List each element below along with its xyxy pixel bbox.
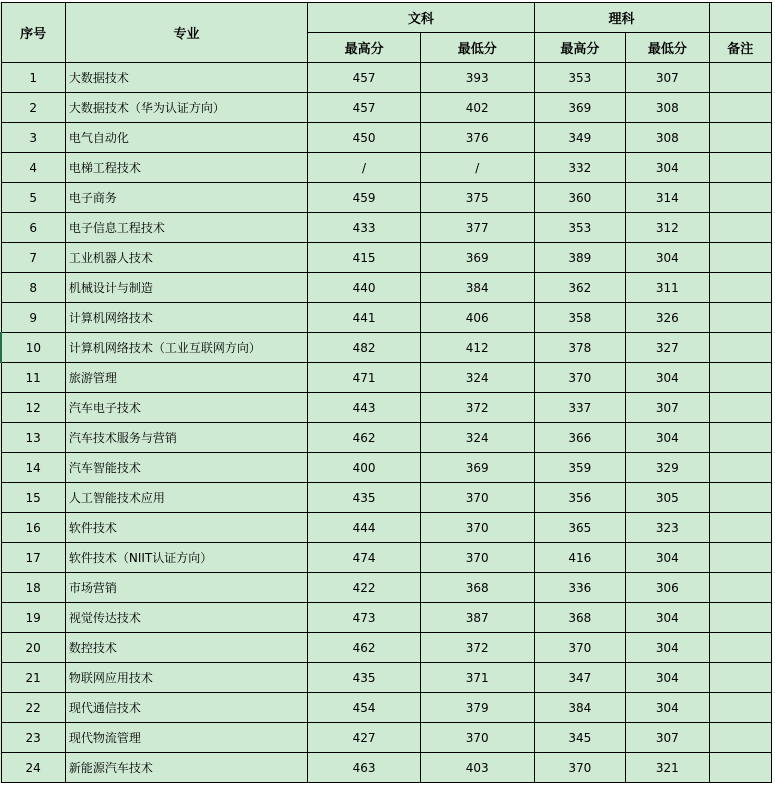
row-li-max-cell[interactable]: 378 bbox=[534, 333, 626, 363]
row-note-cell[interactable] bbox=[709, 393, 771, 423]
row-note-cell[interactable] bbox=[709, 303, 771, 333]
row-wen-min-cell[interactable]: 375 bbox=[420, 183, 534, 213]
row-major-cell[interactable]: 汽车智能技术 bbox=[65, 453, 307, 483]
row-index-cell[interactable]: 14 bbox=[1, 453, 65, 483]
row-li-max-cell[interactable]: 416 bbox=[534, 543, 626, 573]
row-index-cell[interactable]: 16 bbox=[1, 513, 65, 543]
row-index-cell[interactable]: 23 bbox=[1, 723, 65, 753]
row-index-cell[interactable]: 19 bbox=[1, 603, 65, 633]
row-wen-min-cell[interactable]: 369 bbox=[420, 453, 534, 483]
row-wen-min-cell[interactable]: 376 bbox=[420, 123, 534, 153]
row-index-cell[interactable]: 3 bbox=[1, 123, 65, 153]
row-li-max-cell[interactable]: 384 bbox=[534, 693, 626, 723]
table-row[interactable] bbox=[1, 633, 772, 663]
row-index-cell[interactable]: 18 bbox=[1, 573, 65, 603]
row-li-max-cell[interactable]: 356 bbox=[534, 483, 626, 513]
header-wen-max[interactable]: 最高分 bbox=[308, 33, 421, 63]
row-li-max-cell[interactable]: 368 bbox=[534, 603, 626, 633]
row-li-max-cell[interactable]: 358 bbox=[534, 303, 626, 333]
row-major-cell[interactable]: 电子信息工程技术 bbox=[65, 213, 307, 243]
table-row[interactable] bbox=[1, 663, 772, 693]
row-index-cell[interactable]: 24 bbox=[1, 753, 65, 783]
row-li-min-cell[interactable]: 312 bbox=[626, 213, 709, 243]
table-row[interactable] bbox=[1, 93, 772, 123]
header-note-top[interactable] bbox=[709, 3, 771, 33]
row-wen-min-cell[interactable]: 412 bbox=[420, 333, 534, 363]
row-note-cell[interactable] bbox=[709, 123, 771, 153]
row-li-max-cell[interactable]: 370 bbox=[534, 633, 626, 663]
table-row[interactable] bbox=[1, 513, 772, 543]
table-row[interactable] bbox=[1, 723, 772, 753]
row-wen-min-cell[interactable]: 324 bbox=[420, 423, 534, 453]
row-major-cell[interactable]: 市场营销 bbox=[65, 573, 307, 603]
row-wen-min-cell[interactable]: 324 bbox=[420, 363, 534, 393]
row-li-min-cell[interactable]: 314 bbox=[626, 183, 709, 213]
row-index-cell[interactable]: 7 bbox=[1, 243, 65, 273]
header-group-wen[interactable]: 文科 bbox=[308, 3, 534, 33]
row-li-max-cell[interactable]: 389 bbox=[534, 243, 626, 273]
row-note-cell[interactable] bbox=[709, 633, 771, 663]
row-index-cell[interactable]: 11 bbox=[1, 363, 65, 393]
row-li-max-cell[interactable]: 360 bbox=[534, 183, 626, 213]
row-wen-max-cell[interactable]: 435 bbox=[308, 483, 421, 513]
row-note-cell[interactable] bbox=[709, 693, 771, 723]
row-note-cell[interactable] bbox=[709, 573, 771, 603]
table-row[interactable] bbox=[1, 453, 772, 483]
table-row[interactable] bbox=[1, 243, 772, 273]
row-wen-min-cell[interactable]: 377 bbox=[420, 213, 534, 243]
row-wen-min-cell[interactable]: 393 bbox=[420, 63, 534, 93]
row-li-min-cell[interactable]: 304 bbox=[626, 603, 709, 633]
table-row[interactable] bbox=[1, 483, 772, 513]
row-major-cell[interactable]: 工业机器人技术 bbox=[65, 243, 307, 273]
score-table bbox=[0, 2, 772, 783]
table-row[interactable] bbox=[1, 543, 772, 573]
row-wen-max-cell[interactable]: / bbox=[308, 153, 421, 183]
row-wen-max-cell[interactable]: 443 bbox=[308, 393, 421, 423]
row-major-cell[interactable]: 大数据技术（华为认证方向） bbox=[65, 93, 307, 123]
row-li-min-cell[interactable]: 304 bbox=[626, 243, 709, 273]
row-note-cell[interactable] bbox=[709, 603, 771, 633]
row-wen-max-cell[interactable]: 459 bbox=[308, 183, 421, 213]
row-wen-max-cell[interactable]: 422 bbox=[308, 573, 421, 603]
row-note-cell[interactable] bbox=[709, 663, 771, 693]
row-wen-min-cell[interactable]: 371 bbox=[420, 663, 534, 693]
row-major-cell[interactable]: 软件技术（NIIT认证方向） bbox=[65, 543, 307, 573]
header-li-min[interactable]: 最低分 bbox=[626, 33, 709, 63]
header-wen-min[interactable]: 最低分 bbox=[420, 33, 534, 63]
row-li-max-cell[interactable]: 337 bbox=[534, 393, 626, 423]
row-note-cell[interactable] bbox=[709, 363, 771, 393]
row-index-cell[interactable]: 22 bbox=[1, 693, 65, 723]
row-index-cell[interactable]: 17 bbox=[1, 543, 65, 573]
row-major-cell[interactable]: 旅游管理 bbox=[65, 363, 307, 393]
row-note-cell[interactable] bbox=[709, 543, 771, 573]
row-wen-max-cell[interactable]: 400 bbox=[308, 453, 421, 483]
row-index-cell[interactable]: 5 bbox=[1, 183, 65, 213]
row-major-cell[interactable]: 电子商务 bbox=[65, 183, 307, 213]
row-wen-min-cell[interactable]: 379 bbox=[420, 693, 534, 723]
row-wen-max-cell[interactable]: 482 bbox=[308, 333, 421, 363]
row-major-cell[interactable]: 新能源汽车技术 bbox=[65, 753, 307, 783]
row-index-cell[interactable]: 13 bbox=[1, 423, 65, 453]
row-li-max-cell[interactable]: 349 bbox=[534, 123, 626, 153]
row-major-cell[interactable]: 软件技术 bbox=[65, 513, 307, 543]
row-major-cell[interactable]: 汽车技术服务与营销 bbox=[65, 423, 307, 453]
row-wen-max-cell[interactable]: 457 bbox=[308, 63, 421, 93]
row-li-max-cell[interactable]: 370 bbox=[534, 363, 626, 393]
header-major[interactable]: 专业 bbox=[65, 3, 307, 63]
row-wen-max-cell[interactable]: 415 bbox=[308, 243, 421, 273]
row-note-cell[interactable] bbox=[709, 273, 771, 303]
row-major-cell[interactable]: 机械设计与制造 bbox=[65, 273, 307, 303]
row-note-cell[interactable] bbox=[709, 333, 771, 363]
row-li-min-cell[interactable]: 304 bbox=[626, 363, 709, 393]
row-wen-max-cell[interactable]: 441 bbox=[308, 303, 421, 333]
row-major-cell[interactable]: 数控技术 bbox=[65, 633, 307, 663]
header-note[interactable]: 备注 bbox=[709, 33, 771, 63]
table-row[interactable] bbox=[1, 63, 772, 93]
row-li-min-cell[interactable]: 307 bbox=[626, 723, 709, 753]
row-wen-min-cell[interactable]: 406 bbox=[420, 303, 534, 333]
table-row[interactable] bbox=[1, 393, 772, 423]
row-index-cell[interactable]: 15 bbox=[1, 483, 65, 513]
row-wen-max-cell[interactable]: 471 bbox=[308, 363, 421, 393]
table-body bbox=[1, 63, 772, 783]
row-note-cell[interactable] bbox=[709, 183, 771, 213]
row-li-max-cell[interactable]: 353 bbox=[534, 63, 626, 93]
table-row[interactable] bbox=[1, 693, 772, 723]
table-row[interactable] bbox=[1, 183, 772, 213]
row-wen-min-cell[interactable]: 370 bbox=[420, 543, 534, 573]
row-index-cell[interactable]: 8 bbox=[1, 273, 65, 303]
row-wen-max-cell[interactable]: 433 bbox=[308, 213, 421, 243]
row-note-cell[interactable] bbox=[709, 723, 771, 753]
row-wen-min-cell[interactable]: 387 bbox=[420, 603, 534, 633]
row-li-min-cell[interactable]: 304 bbox=[626, 693, 709, 723]
row-index-cell[interactable]: 10 bbox=[1, 333, 65, 363]
row-li-min-cell[interactable]: 304 bbox=[626, 543, 709, 573]
row-index-cell[interactable]: 4 bbox=[1, 153, 65, 183]
row-wen-max-cell[interactable]: 440 bbox=[308, 273, 421, 303]
row-li-min-cell[interactable]: 323 bbox=[626, 513, 709, 543]
row-wen-min-cell[interactable]: 368 bbox=[420, 573, 534, 603]
row-note-cell[interactable] bbox=[709, 753, 771, 783]
row-major-cell[interactable]: 电梯工程技术 bbox=[65, 153, 307, 183]
row-note-cell[interactable] bbox=[709, 483, 771, 513]
row-note-cell[interactable] bbox=[709, 63, 771, 93]
row-index-cell[interactable]: 6 bbox=[1, 213, 65, 243]
row-wen-max-cell[interactable]: 444 bbox=[308, 513, 421, 543]
table-row[interactable] bbox=[1, 123, 772, 153]
row-major-cell[interactable]: 电气自动化 bbox=[65, 123, 307, 153]
row-note-cell[interactable] bbox=[709, 243, 771, 273]
table-row[interactable] bbox=[1, 153, 772, 183]
row-index-cell[interactable]: 12 bbox=[1, 393, 65, 423]
row-wen-min-cell[interactable]: 369 bbox=[420, 243, 534, 273]
row-wen-min-cell[interactable]: 384 bbox=[420, 273, 534, 303]
row-li-min-cell[interactable]: 305 bbox=[626, 483, 709, 513]
row-wen-min-cell[interactable]: 372 bbox=[420, 633, 534, 663]
row-li-max-cell[interactable]: 366 bbox=[534, 423, 626, 453]
row-wen-min-cell[interactable]: 402 bbox=[420, 93, 534, 123]
row-major-cell[interactable]: 人工智能技术应用 bbox=[65, 483, 307, 513]
row-note-cell[interactable] bbox=[709, 513, 771, 543]
row-li-max-cell[interactable]: 347 bbox=[534, 663, 626, 693]
row-wen-min-cell[interactable]: 370 bbox=[420, 513, 534, 543]
row-li-min-cell[interactable]: 311 bbox=[626, 273, 709, 303]
table-row[interactable] bbox=[1, 303, 772, 333]
row-li-max-cell[interactable]: 353 bbox=[534, 213, 626, 243]
header-index[interactable]: 序号 bbox=[1, 3, 65, 63]
row-wen-min-cell[interactable]: 372 bbox=[420, 393, 534, 423]
row-li-min-cell[interactable]: 307 bbox=[626, 393, 709, 423]
row-wen-max-cell[interactable]: 450 bbox=[308, 123, 421, 153]
row-index-cell[interactable]: 9 bbox=[1, 303, 65, 333]
row-wen-max-cell[interactable]: 454 bbox=[308, 693, 421, 723]
row-li-max-cell[interactable]: 369 bbox=[534, 93, 626, 123]
row-major-cell[interactable]: 现代物流管理 bbox=[65, 723, 307, 753]
table-row[interactable] bbox=[1, 333, 772, 363]
table-row[interactable] bbox=[1, 753, 772, 783]
row-wen-min-cell[interactable]: / bbox=[420, 153, 534, 183]
row-wen-max-cell[interactable]: 463 bbox=[308, 753, 421, 783]
header-group-li[interactable]: 理科 bbox=[534, 3, 709, 33]
header-li-max[interactable]: 最高分 bbox=[534, 33, 626, 63]
row-li-min-cell[interactable]: 307 bbox=[626, 63, 709, 93]
row-li-max-cell[interactable]: 332 bbox=[534, 153, 626, 183]
table-row[interactable] bbox=[1, 273, 772, 303]
row-li-max-cell[interactable]: 336 bbox=[534, 573, 626, 603]
row-note-cell[interactable] bbox=[709, 213, 771, 243]
row-major-cell[interactable]: 汽车电子技术 bbox=[65, 393, 307, 423]
row-index-cell[interactable]: 21 bbox=[1, 663, 65, 693]
table-row[interactable] bbox=[1, 573, 772, 603]
row-wen-max-cell[interactable]: 427 bbox=[308, 723, 421, 753]
row-li-max-cell[interactable]: 370 bbox=[534, 753, 626, 783]
row-li-min-cell[interactable]: 327 bbox=[626, 333, 709, 363]
table-row[interactable] bbox=[1, 213, 772, 243]
table-row[interactable] bbox=[1, 363, 772, 393]
row-li-min-cell[interactable]: 321 bbox=[626, 753, 709, 783]
row-wen-max-cell[interactable]: 462 bbox=[308, 633, 421, 663]
row-li-min-cell[interactable]: 306 bbox=[626, 573, 709, 603]
table-row[interactable] bbox=[1, 423, 772, 453]
row-note-cell[interactable] bbox=[709, 423, 771, 453]
row-index-cell[interactable]: 2 bbox=[1, 93, 65, 123]
row-li-min-cell[interactable]: 326 bbox=[626, 303, 709, 333]
row-li-max-cell[interactable]: 345 bbox=[534, 723, 626, 753]
row-major-cell[interactable]: 现代通信技术 bbox=[65, 693, 307, 723]
table-row[interactable] bbox=[1, 603, 772, 633]
row-note-cell[interactable] bbox=[709, 453, 771, 483]
row-li-min-cell[interactable]: 304 bbox=[626, 423, 709, 453]
row-wen-max-cell[interactable]: 457 bbox=[308, 93, 421, 123]
row-wen-max-cell[interactable]: 435 bbox=[308, 663, 421, 693]
row-li-max-cell[interactable]: 359 bbox=[534, 453, 626, 483]
row-li-min-cell[interactable]: 308 bbox=[626, 93, 709, 123]
row-wen-max-cell[interactable]: 474 bbox=[308, 543, 421, 573]
row-wen-min-cell[interactable]: 370 bbox=[420, 723, 534, 753]
row-li-min-cell[interactable]: 329 bbox=[626, 453, 709, 483]
row-li-min-cell[interactable]: 304 bbox=[626, 153, 709, 183]
row-wen-min-cell[interactable]: 370 bbox=[420, 483, 534, 513]
row-major-cell[interactable]: 计算机网络技术（工业互联网方向） bbox=[65, 333, 307, 363]
row-major-cell[interactable]: 物联网应用技术 bbox=[65, 663, 307, 693]
row-li-min-cell[interactable]: 308 bbox=[626, 123, 709, 153]
row-index-cell[interactable]: 20 bbox=[1, 633, 65, 663]
row-major-cell[interactable]: 视觉传达技术 bbox=[65, 603, 307, 633]
row-index-cell[interactable]: 1 bbox=[1, 63, 65, 93]
row-wen-max-cell[interactable]: 462 bbox=[308, 423, 421, 453]
row-li-max-cell[interactable]: 362 bbox=[534, 273, 626, 303]
row-li-min-cell[interactable]: 304 bbox=[626, 663, 709, 693]
row-major-cell[interactable]: 计算机网络技术 bbox=[65, 303, 307, 333]
row-major-cell[interactable]: 大数据技术 bbox=[65, 63, 307, 93]
row-li-min-cell[interactable]: 304 bbox=[626, 633, 709, 663]
row-note-cell[interactable] bbox=[709, 93, 771, 123]
row-li-max-cell[interactable]: 365 bbox=[534, 513, 626, 543]
row-wen-max-cell[interactable]: 473 bbox=[308, 603, 421, 633]
row-note-cell[interactable] bbox=[709, 153, 771, 183]
row-wen-min-cell[interactable]: 403 bbox=[420, 753, 534, 783]
